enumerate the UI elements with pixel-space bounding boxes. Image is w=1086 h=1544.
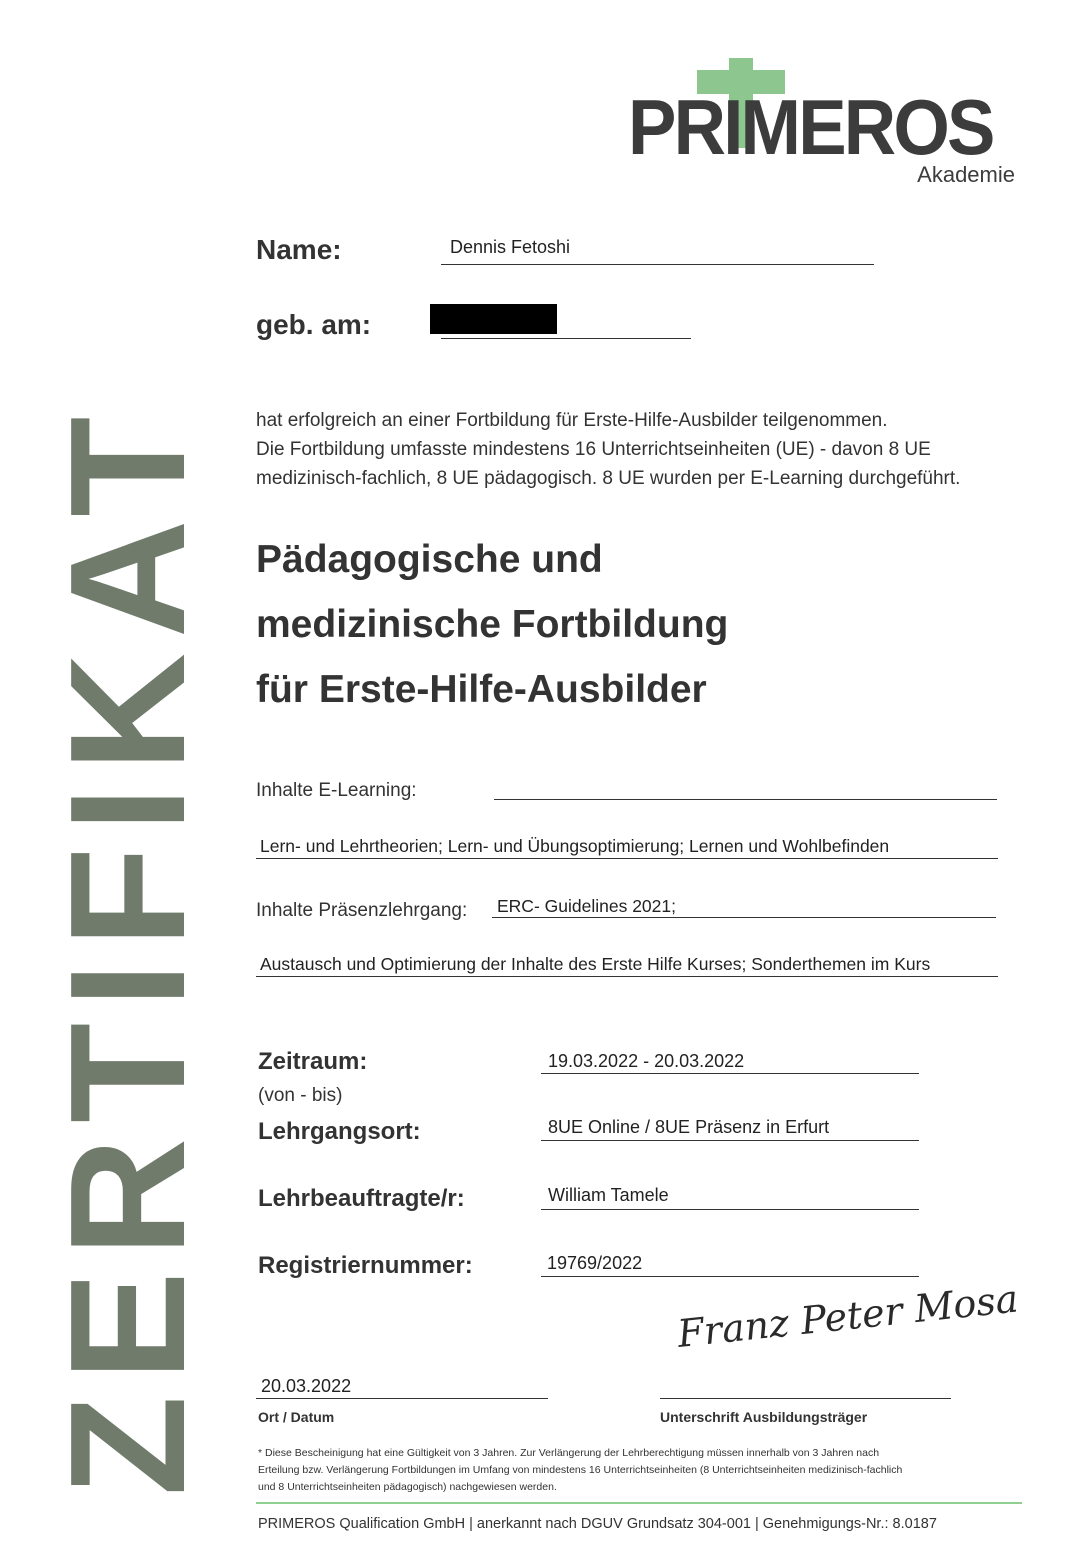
birth-underline: [441, 338, 691, 339]
presence-underline: [492, 917, 996, 918]
period-underline: [541, 1073, 919, 1074]
location-label: Lehrgangsort:: [258, 1118, 421, 1145]
intro-line: hat erfolgreich an einer Fortbildung für Erste-Hilfe-Ausbilder teilgenommen.: [256, 410, 888, 431]
validity-footnote: [258, 1445, 1018, 1496]
redaction-bar: [430, 304, 557, 334]
registration-value: 19769/2022: [547, 1253, 643, 1273]
footer-company: PRIMEROS Qualification GmbH | anerkannt nach DGUV Grundsatz 304-001 | Genehmigungs-Nr.: 8.0187: [258, 1516, 937, 1532]
period-value: 19.03.2022 - 20.03.2022: [548, 1051, 745, 1071]
name-value: Dennis Fetoshi: [450, 237, 571, 257]
course-title-line: für Erste-Hilfe-Ausbilder: [256, 668, 707, 711]
presence-value-underline: [256, 976, 998, 977]
intro-line: medizinisch-fachlich, 8 UE pädagogisch. 8 UE wurden per E-Learning durchgeführt.: [256, 468, 961, 489]
date-value: 20.03.2022: [261, 1376, 352, 1396]
location-underline: [541, 1140, 919, 1141]
presence-value-1: ERC- Guidelines 2021;: [497, 896, 676, 916]
presence-label: Inhalte Präsenzlehrgang:: [256, 900, 468, 921]
registration-label: Registriernummer:: [258, 1252, 473, 1279]
date-label: Ort / Datum: [258, 1409, 335, 1425]
logo-subtitle: Akademie: [917, 162, 1015, 187]
footnote-line: Erteilung bzw. Verlängerung Fortbildungen im Umfang von mindestens 16 Unterrichtseinheiten (8 Unterrichtseinheiten medizinisch-fachlich: [258, 1464, 903, 1476]
period-label: Zeitraum:: [258, 1048, 368, 1075]
birth-label: geb. am:: [256, 309, 372, 340]
signature-label: Unterschrift Ausbildungsträger: [660, 1409, 868, 1425]
name-label: Name:: [256, 234, 342, 265]
name-underline: [441, 264, 874, 265]
presence-value-2: Austausch und Optimierung der Inhalte des Erste Hilfe Kurses; Sonderthemen im Kurs: [260, 954, 931, 974]
footnote-line: * Diese Bescheinigung hat eine Gültigkeit von 3 Jahren. Zur Verlängerung der Lehrberechtigung müssen innerhalb von 3 Jahren nach: [258, 1447, 880, 1459]
elearning-value-underline: [256, 858, 998, 859]
course-title-line: medizinische Fortbildung: [256, 603, 729, 646]
side-title: ZERTIFIKAT: [36, 401, 219, 1496]
signature-image: Franz Peter Mosa: [675, 1276, 1021, 1356]
elearning-underline: [494, 799, 997, 800]
location-value: 8UE Online / 8UE Präsenz in Erfurt: [548, 1117, 830, 1137]
elearning-value: Lern- und Lehrtheorien; Lern- und Übungsoptimierung; Lernen und Wohlbefinden: [260, 836, 890, 856]
intro-paragraph: [256, 406, 960, 493]
elearning-label: Inhalte E-Learning:: [256, 780, 417, 801]
instructor-value: William Tamele: [548, 1185, 669, 1205]
course-title-line: Pädagogische und: [256, 538, 603, 581]
instructor-underline: [541, 1209, 919, 1210]
instructor-label: Lehrbeauftragte/r:: [258, 1185, 465, 1212]
signature-underline: [660, 1398, 951, 1399]
course-title: [256, 527, 728, 722]
period-sublabel: (von - bis): [258, 1085, 343, 1106]
registration-underline: [541, 1276, 919, 1277]
date-underline: [256, 1398, 548, 1399]
footnote-line: und 8 Unterrichtseinheiten pädagogisch) nachgewiesen werden.: [258, 1481, 557, 1493]
intro-line: Die Fortbildung umfasste mindestens 16 Unterrichtseinheiten (UE) - davon 8 UE: [256, 439, 931, 460]
footer-divider: [256, 1502, 1022, 1504]
logo-brand: PRIMEROS: [628, 83, 993, 171]
